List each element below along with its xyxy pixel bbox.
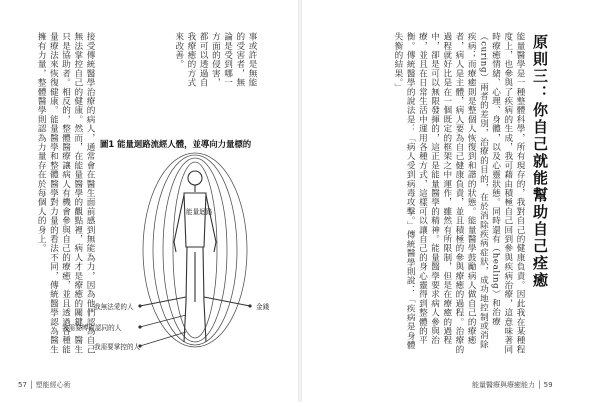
figure-illustration bbox=[100, 152, 290, 360]
label-energy-circuit: 能量迴路 bbox=[186, 208, 213, 216]
left-body-text: 事或許是無能的受害者，無論是受到哪一方面的侵害，都可以透過自我療癒的方式來改善。 bbox=[173, 32, 257, 88]
right-body-text: 能量醫學是一種整體科學，所有現存的，我對自己的健康負責。因此我在某種程度上，也參與了疾病的生成，我可藉由積極自己回到參與疾病治療，這意味著同時療癒情緒、心理、身體，以及心靈狀態。同時還有（healing）和治療（curing）兩者的差別，治療的目的，在於消除疾病症狀，成功地控制或消除疾病；而療癒則是整個人恢復到和諧的狀態。能量醫學鼓勵病人做自己的療癒者，病人是主體，病人要為自己健康負責，並且積極的參與療癒的過程。治療的過程就好比是在一個既定的框架之中運作，雖然有所限制，但是在療癒的過程中，卻是可以無限發揮的，這正是能量醫學的精神。能量醫學要求病人參與治療，並且在日常生活中運用各種方式，這樣可以讓自己的身心靈得到整體的平衡。傳統醫學的說法是：「病人受到病毒攻擊。」傳統醫學則說：「疾病是身體失衡的結果。」 bbox=[392, 32, 525, 354]
label-approval-person: 我需要博取認同的人 bbox=[62, 324, 122, 332]
left-body2-text: 接受傳統醫學治療的病人，通常會在醫生面前感到無能為力，因為他們認為自己無法掌控自己的健康。然而，在能量醫學的觀點裡，病人才是療癒的關鍵，醫生只是協助者。相反的，整體醫療讓病人有機會參與自己的療癒，並且透過各種能量療法來恢復健康。能量醫學和整體醫學對力量的看法不同，傳統醫學認為醫生擁有力量，整體醫學則認為力量存在於每個人的身上。 bbox=[36, 32, 95, 354]
right-page-body bbox=[308, 32, 526, 356]
left-page-side-body bbox=[14, 32, 96, 356]
circuit-loop-3 bbox=[153, 155, 237, 345]
label-money: 金錢 bbox=[256, 303, 270, 311]
label-control-person: 我需要掌控的人 bbox=[94, 343, 141, 351]
figure-title: 圖1 能量迴路流經人體，並導向力量標的 bbox=[100, 139, 252, 149]
footer-right: 能量醫療與療癒能力 │ 59 bbox=[472, 381, 553, 389]
section-title: 原則三：你自己就能幫助自己痊癒 bbox=[531, 34, 549, 289]
figure-energy-circuit bbox=[62, 138, 290, 360]
label-unloved-person: 我無法愛的人 bbox=[94, 303, 134, 311]
footer-left: 57 │ 塑能經心術 bbox=[18, 381, 71, 389]
circuit-loop-4 bbox=[143, 153, 247, 347]
left-page-top-body bbox=[98, 32, 258, 96]
